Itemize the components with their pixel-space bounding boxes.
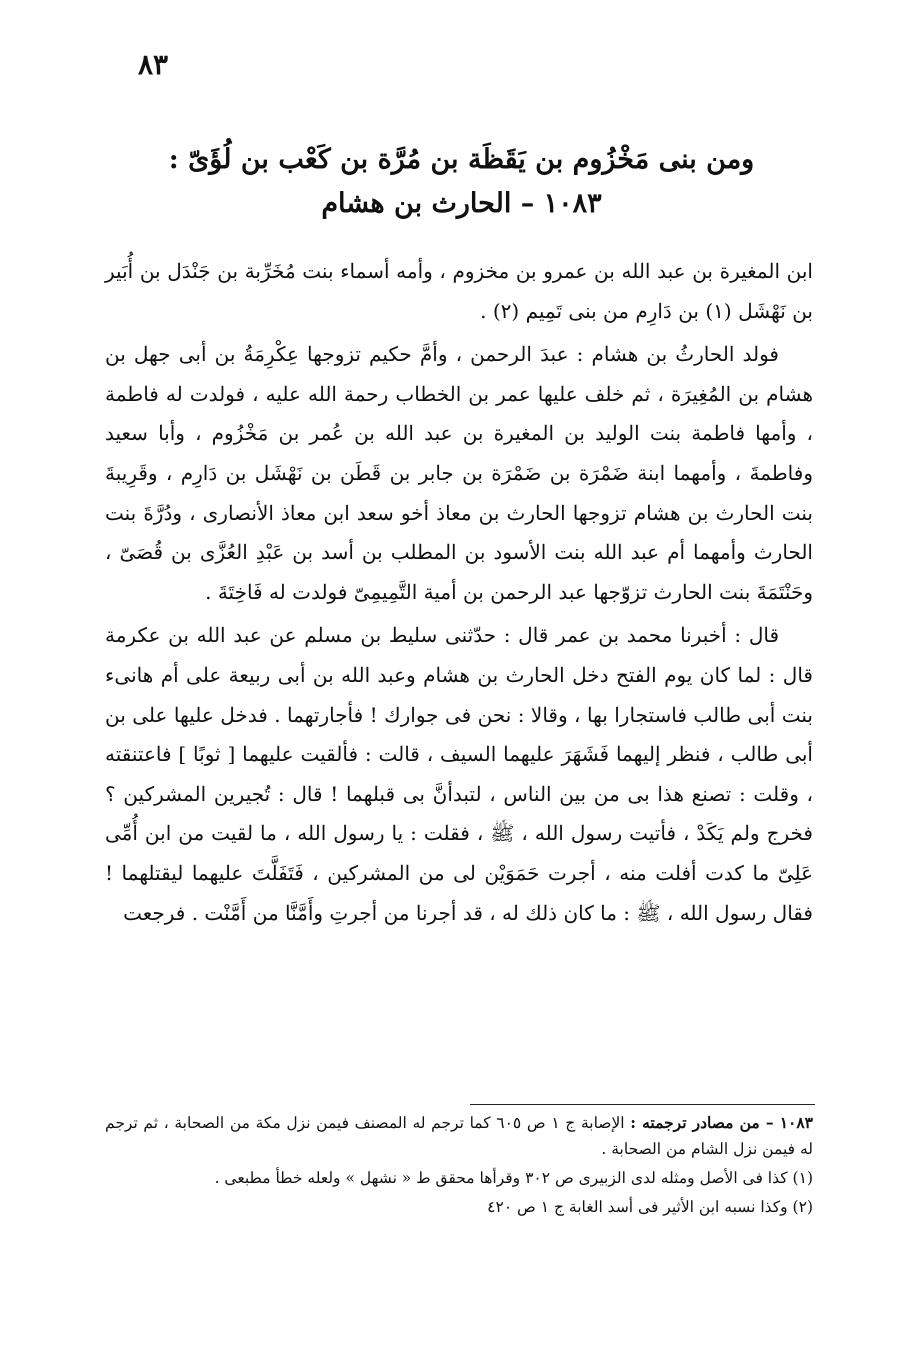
paragraph-narration: قال : أخبرنا محمد بن عمر قال : حدّثنى سليط بن مسلم عن عبد الله بن عكرمة قال : لما كان يوم الفتح دخل الحارث بن هشام وعبد الله بن أبى ربيعة على أم هانىء بنت أبى طالب فاستجارا بها ، وقالا : نحن فى جوارك ! فأجارتهما . فدخل عليها على بن أبى طالب ، فنظر إليهما فَشَهَرَ عليهما السيف ، قالت : فألقيت عليهما [ ثوبًا ] فاعتنقته ، وقلت : تصنع هذا بى من بين الناس ، لتبدأنَّ بى قبلهما ! قال : تُجيرين المشركين ؟ فخرج ولم يَكَدْ ، فأتيت رسول الله ، ﷺ ، فقلت : يا رسول الله ، ما لقيت من ابن أُمِّى عَلِىّ ما كدت أفلت منه ، أجرت حَمَوَيْن لى من المشركين ، فَتَفَلَّتَ عليهما ليقتلهما ! فقال رسول الله ، ﷺ : ما كان ذلك له ، قد أجرنا من أجرتِ وأَمَّنَّا من أَمَّنْت . فرجعت: [105, 623, 813, 925]
footnote-2: (٢) وكذا نسبه ابن الأثير فى أسد الغابة ج ١ ص ٤٢٠: [487, 1198, 813, 1216]
footnote-sources: [105, 1110, 813, 1162]
paragraph-children: فولد الحارثُ بن هشام : عبدَ الرحمن ، وأمَّ حكيم تزوجها عِكْرِمَةُ بن أبى جهل بن هشام بن المُغِيرَة ، ثم خلف عليها عمر بن الخطاب رحمة الله عليه ، فولدت له فاطمة ، وأمها فاطمة بنت الوليد بن المغيرة بن عبد الله بن عُمر بن مَخْزُوم ، وأبا سعيد وفاطمةَ ، وأمهما ابنة ضَمْرَة بن ضَمْرَة بن جابر بن قَطَن بن نَهْشَل بن دَارِم ، وقَرِيبةَ بنت الحارث بن هشام تزوجها الحارث بن معاذ أخو سعد ابن معاذ الأنصارى ، ودُرَّةَ بنت الحارث وأمهما أم عبد الله بنت الأسود بن المطلب بن أسد بن عَبْدِ العُزَّى بن قُصَىّ ، وحَنْتَمَةَ بنت الحارث تزوّجها عبد الرحمن بن أمية التَّمِيمِىّ فولدت له فَاخِتَةَ .: [105, 342, 813, 604]
footnote-1: (١) كذا فى الأصل ومثله لدى الزبيرى ص ٣٠٢ وقرأها محقق ط « نشهل » ولعله خطأ مطبعى .: [214, 1169, 813, 1187]
paragraph-lineage: ابن المغيرة بن عبد الله بن عمرو بن مخزوم ، وأمه أسماء بنت مُخَرِّبة بن جَنْدَل بن أُبَير بن نَهْشَل (١) بن دَارِم من بنى تَمِيم (٢) .: [105, 259, 813, 323]
entry-title: ١٠٨٣ – الحارث بن هشام: [321, 188, 602, 219]
footnote-sources-label: ١٠٨٣ – من مصادر ترجمته :: [630, 1113, 813, 1132]
footnote-divider: [470, 1104, 815, 1105]
section-heading: ومن بنى مَخْزُوم بن يَقَظَة بن مُرَّة بن كَعْب بن لُؤَىّ :: [168, 144, 755, 175]
page-number: ٨٣: [138, 48, 169, 81]
body-text: [105, 252, 813, 937]
footnote-sources-text: الإصابة ج ١ ص ٦٠٥ كما ترجم له المصنف فيمن نزل مكة من الصحابة ، ثم ترجم له فيمن نزل الشام من الصحابة .: [105, 1114, 813, 1158]
footnotes: [105, 1110, 813, 1223]
